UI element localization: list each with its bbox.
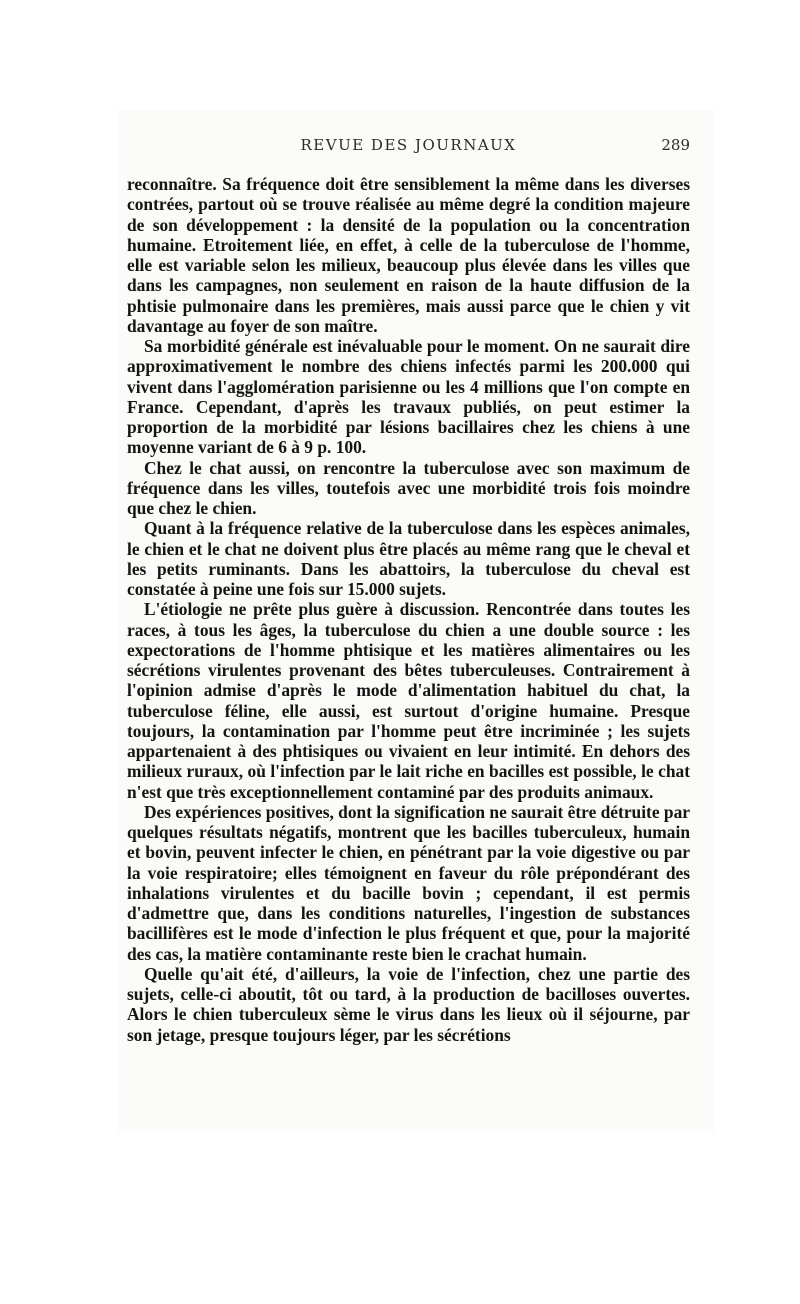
paragraph-4: Quant à la fréquence relative de la tuberculose dans les espèces animales, le chien et le chat ne doivent plus être placés au même rang que le cheval et les petits ruminants. Dans les abattoirs, la tuberculose du cheval est constatée à peine une fois sur 15.000 sujets. [127, 518, 690, 599]
running-title: REVUE DES JOURNAUX [300, 136, 517, 154]
paragraph-7: Quelle qu'ait été, d'ailleurs, la voie de l'infection, chez une partie des sujets, celle-ci aboutit, tôt ou tard, à la production de bacilloses ouvertes. Alors le chien tuberculeux sème le virus dans les lieux où il séjourne, par son jetage, presque toujours léger, par les sécrétions [127, 963, 690, 1045]
paragraph-5: L'étiologie ne prête plus guère à discussion. Rencontrée dans toutes les races, à tous les âges, la tuberculose du chien a une double source : les expectorations de l'homme phtisique et les matières alimentaires ou les sécrétions virulentes provenant des bêtes tuberculeuses. Contrairement à l'opinion admise d'après le mode d'alimentation habituel du chat, la tuberculose féline, elle aussi, est surtout d'origine humaine. Presque toujours, la contamination par l'homme peut être incriminée ; les sujets appartenaient à des phtisiques ou vivaient en leur intimité. En dehors des milieux ruraux, où l'infection par le lait riche en bacilles est possible, le chat n'est que très exceptionnellement contaminé par des produits animaux. [127, 599, 690, 802]
page-number: 289 [661, 136, 690, 154]
page-header [127, 136, 690, 158]
article-body [127, 174, 690, 1045]
paragraph-3: Chez le chat aussi, on rencontre la tuberculose avec son maximum de fréquence dans les villes, toutefois avec une morbidité trois fois moindre que chez le chien. [127, 457, 690, 518]
paragraph-2: Sa morbidité générale est inévaluable pour le moment. On ne saurait dire approximativement le nombre des chiens infectés parmi les 200.000 qui vivent dans l'agglomération parisienne ou les 4 millions que l'on compte en France. Cependant, d'après les travaux publiés, on peut estimer la proportion de la morbidité par lésions bacillaires chez les chiens à une moyenne variant de 6 à 9 p. 100. [127, 336, 690, 458]
paragraph-1: reconnaître. Sa fréquence doit être sensiblement la même dans les diverses contrées, partout où se trouve réalisée au même degré la condition majeure de son développement : la densité de la population ou la concentration humaine. Etroitement liée, en effet, à celle de la tuberculose de l'homme, elle est variable selon les milieux, beaucoup plus élevée dans les villes que dans les campagnes, non seulement en raison de la haute diffusion de la phtisie pulmonaire dans les premières, mais aussi parce que le chien y vit davantage au foyer de son maître. [127, 174, 690, 336]
paragraph-6: Des expériences positives, dont la signification ne saurait être détruite par quelques résultats négatifs, montrent que les bacilles tuberculeux, humain et bovin, peuvent infecter le chien, en pénétrant par la voie digestive ou par la voie respiratoire; elles témoignent en faveur du rôle prépondérant des inhalations virulentes et du bacille bovin ; cependant, il est permis d'admettre que, dans les conditions naturelles, l'ingestion de substances bacillifères est le mode d'infection le plus fréquent et que, pour la majorité des cas, la matière contaminante reste bien le crachat humain. [127, 801, 690, 964]
